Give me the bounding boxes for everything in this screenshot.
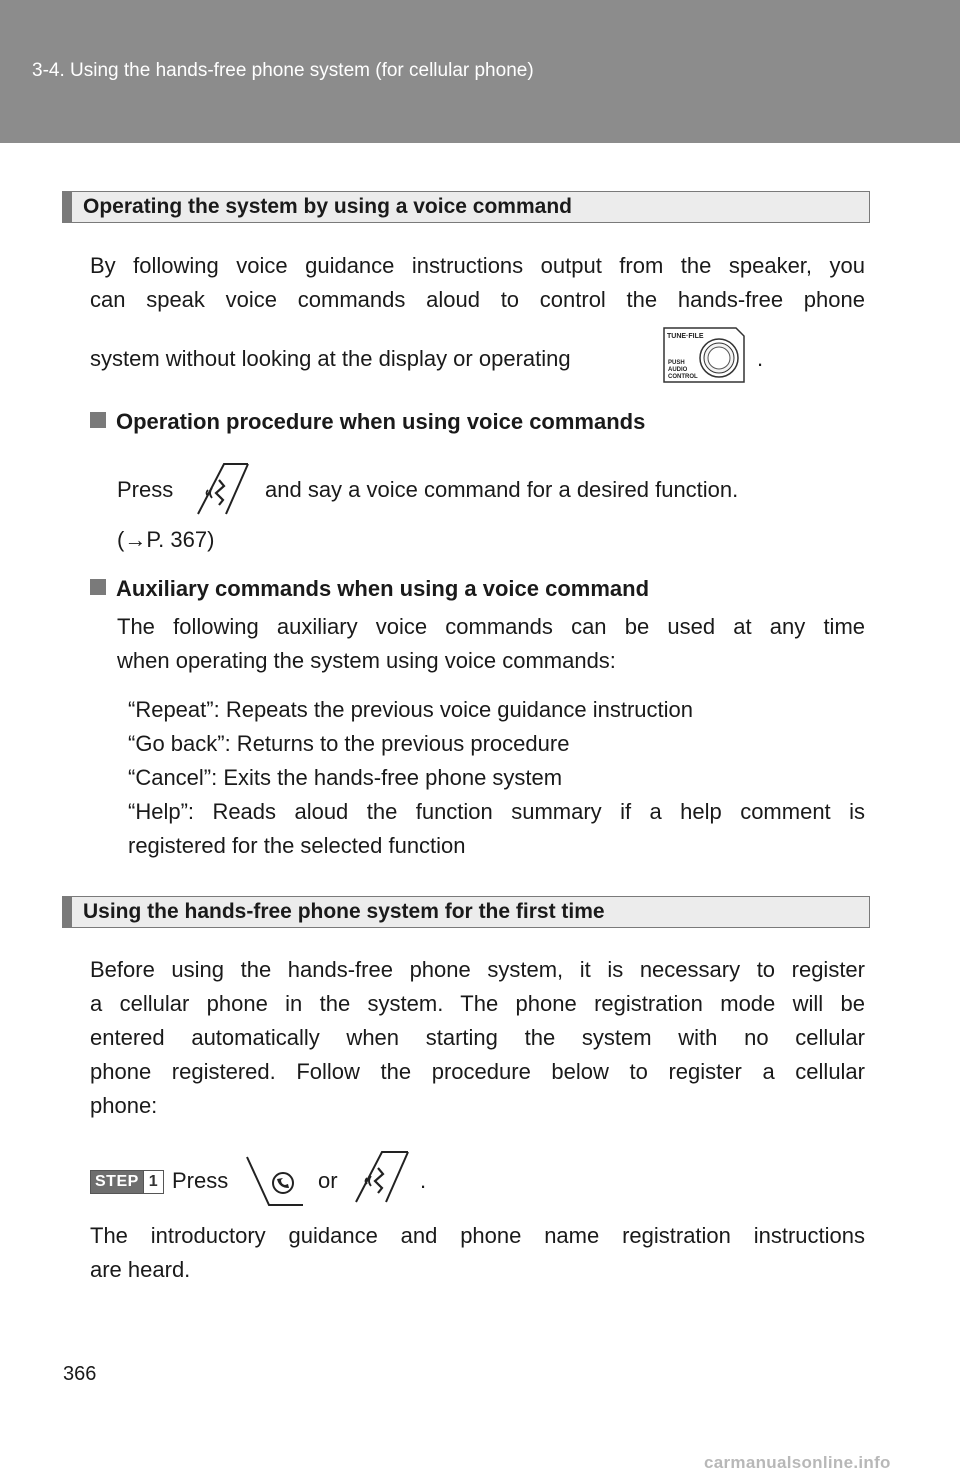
para-line-1: Before using the hands-free phone system, it is necessary to register (90, 957, 865, 982)
tune-file-knob-icon (660, 326, 746, 391)
subhead-auxiliary-commands (90, 576, 649, 602)
after-line-1: The introductory guidance and phone name registration instructions (90, 1223, 865, 1248)
section-bar-tab (63, 192, 72, 222)
press-word: Press (117, 477, 174, 502)
command-cancel: “Cancel”: Exits the hands-free phone system (128, 765, 563, 790)
bullet-square-icon (90, 412, 106, 428)
knob-label-tune-file: TUNE·FILE (667, 333, 704, 340)
step-number: 1 (143, 1171, 163, 1193)
subhead-text: Operation procedure when using voice commands (116, 409, 646, 434)
chapter-title: 3-4. Using the hands-free phone system (for cellular phone) (32, 60, 534, 81)
section-title-bar-first-time (62, 896, 870, 928)
command-repeat: “Repeat”: Repeats the previous voice guidance instruction (128, 697, 693, 722)
section-title: Using the hands-free phone system for the first time (83, 900, 605, 923)
bullet-square-icon (90, 579, 106, 595)
talk-switch-icon (186, 462, 256, 521)
para-line-4: phone registered. Follow the procedure below to register a cellular (90, 1059, 865, 1084)
aux-line-2: when operating the system using voice commands: (117, 648, 616, 673)
page-header (0, 0, 960, 143)
para-line-2: a cellular phone in the system. The phone registration mode will be (90, 991, 865, 1016)
subhead-text: Auxiliary commands when using a voice command (116, 576, 650, 601)
subhead-operation-procedure (90, 409, 645, 435)
talk-switch-icon (350, 1150, 414, 1209)
knob-label-push: PUSH (668, 360, 685, 366)
command-go-back: “Go back”: Returns to the previous procedure (128, 731, 570, 756)
page-number: 366 (63, 1363, 97, 1385)
step-label: STEP (91, 1171, 143, 1193)
para-line-5: phone: (90, 1093, 158, 1118)
step-period: . (420, 1168, 427, 1193)
step-or-word: or (318, 1168, 338, 1193)
intro-line-1: By following voice guidance instructions output from the speaker, you (90, 253, 865, 278)
section-bar-tab (63, 897, 72, 927)
section-title-bar-voice-command (62, 191, 870, 223)
aux-line-1: The following auxiliary voice commands can be used at any time (117, 614, 865, 639)
section-title: Operating the system by using a voice command (83, 195, 572, 218)
intro-line-2: can speak voice commands aloud to control the hands-free phone (90, 287, 865, 312)
command-help: “Help”: Reads aloud the function summary if a help comment is (128, 799, 865, 824)
command-help-cont: registered for the selected function (128, 833, 466, 858)
para-line-3: entered automatically when starting the system with no cellular (90, 1025, 865, 1050)
page-reference-367: (→P. 367) (117, 527, 215, 552)
step-press-word: Press (172, 1168, 229, 1193)
watermark: carmanualsonline.info (704, 1453, 891, 1472)
intro-period: . (757, 346, 764, 371)
knob-label-audio: AUDIO (668, 367, 688, 373)
knob-label-control: CONTROL (668, 374, 698, 380)
off-hook-switch-icon (243, 1155, 307, 1212)
press-instruction: and say a voice command for a desired function. (265, 477, 739, 502)
step-1-badge (90, 1170, 164, 1194)
after-line-2: are heard. (90, 1257, 191, 1282)
intro-line-3: system without looking at the display or operating (90, 346, 571, 371)
